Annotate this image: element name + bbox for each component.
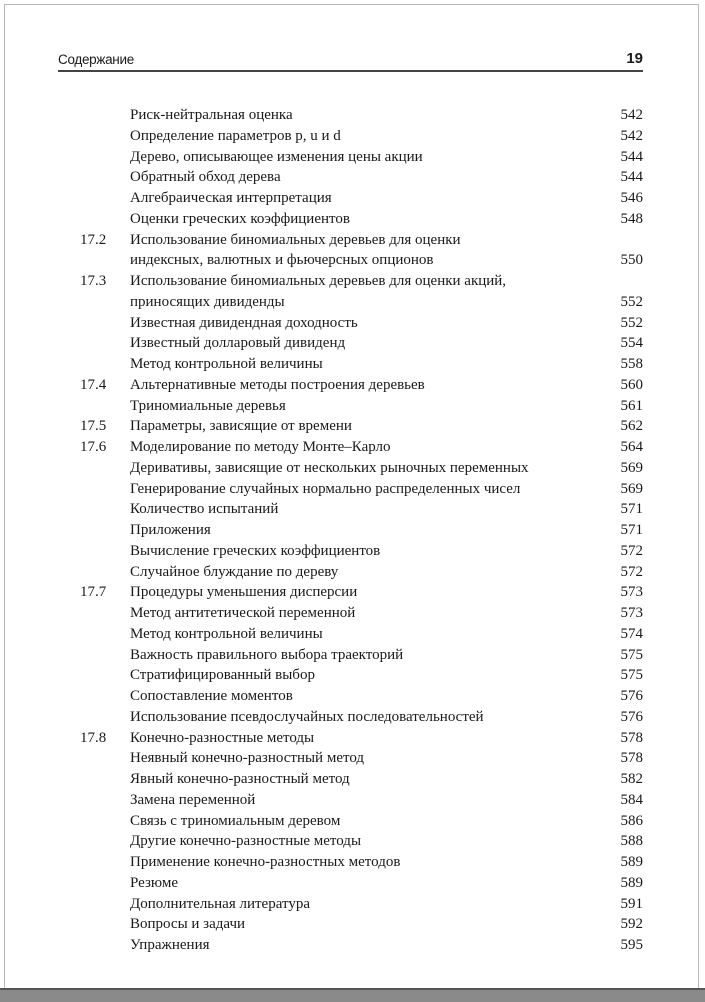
toc-entry[interactable] [0,105,705,126]
toc-entry[interactable] [0,914,705,935]
entry-page-number: 560 [620,376,643,393]
toc-entry[interactable] [0,126,705,147]
toc-entry-line [0,541,705,562]
entry-title: Известный долларовый дивиденд [130,335,346,352]
toc-entry-line [0,645,705,666]
toc-entry[interactable] [0,354,705,375]
toc-entry[interactable] [0,147,705,168]
entry-page-number: 542 [620,127,643,144]
toc-entry-line [0,105,705,126]
entry-title: Дерево, описывающее изменения цены акции [130,148,423,165]
toc-entry[interactable] [0,935,705,956]
section-number: 17.4 [80,376,107,393]
toc-entry-line [0,603,705,624]
entry-page-number: 561 [620,397,643,414]
toc-entry-line [0,292,705,313]
toc-entry[interactable] [0,437,705,458]
toc-entry[interactable] [0,167,705,188]
entry-page-number: 571 [620,501,643,518]
toc-entry[interactable] [0,790,705,811]
entry-page-number: 562 [620,418,643,435]
entry-title: Альтернативные методы построения деревьев [130,376,425,393]
entry-title: Риск-нейтральная оценка [130,107,293,123]
entry-page-number: 595 [620,937,643,953]
toc-entry[interactable] [0,479,705,500]
toc-entry[interactable] [0,811,705,832]
section-number: 17.5 [80,418,107,435]
entry-title: Применение конечно-разностных методов [130,854,401,870]
entry-page-number: 542 [620,107,643,123]
toc-entry-line [0,790,705,811]
toc-entry[interactable] [0,188,705,209]
entry-page-number: 554 [620,335,643,352]
toc-entry-line [0,271,705,292]
entry-page-number: 575 [620,667,643,684]
toc-entry[interactable] [0,313,705,334]
entry-page-number: 578 [620,729,643,746]
entry-title: Параметры, зависящие от времени [130,418,352,435]
entry-title: Процедуры уменьшения дисперсии [130,584,358,601]
toc-entry-line [0,582,705,603]
entry-title: Использование биномиальных деревьев для оценки акций, [130,273,507,289]
toc-entry[interactable] [0,748,705,769]
toc-entry-line [0,894,705,915]
toc-entry[interactable] [0,458,705,479]
entry-title: Упражнения [130,937,210,953]
toc-entry-line [0,354,705,375]
toc-entry-line [0,707,705,728]
toc-entry[interactable] [0,375,705,396]
entry-title: Случайное блуждание по дереву [130,563,339,580]
entry-title: Явный конечно-разностный метод [130,771,350,787]
toc-entry-line [0,748,705,769]
toc-entry-line [0,313,705,334]
toc-entry-line [0,852,705,873]
entry-page-number: 572 [620,563,643,580]
entry-page-number: 569 [620,459,643,476]
toc-entry-line [0,416,705,437]
toc-entry[interactable] [0,624,705,645]
entry-page-number: 552 [620,314,643,331]
entry-title: Оценки греческих коэффициентов [130,210,350,227]
toc-entry-line [0,935,705,956]
entry-page-number: 589 [620,874,643,891]
running-header-title: Содержание [58,52,134,67]
toc-entry-line [0,147,705,168]
entry-page-number: 578 [620,750,643,767]
table-of-contents [0,105,705,956]
entry-title: Вопросы и задачи [130,916,246,933]
entry-title: Алгебраическая интерпретация [130,190,332,206]
entry-page-number: 586 [620,812,643,829]
toc-entry[interactable] [0,396,705,417]
toc-entry[interactable] [0,499,705,520]
entry-title: Обратный обход дерева [130,169,281,186]
entry-title: Количество испытаний [130,501,279,518]
section-number: 17.6 [80,439,107,455]
entry-page-number: 548 [620,210,643,227]
entry-title: Стратифицированный выбор [130,667,315,684]
entry-page-number: 564 [620,439,643,455]
entry-title: Использование биномиальных деревьев для оценки [130,231,461,248]
toc-entry[interactable] [0,271,705,313]
toc-entry-line [0,811,705,832]
entry-title: Другие конечно-разностные методы [130,833,362,850]
toc-entry[interactable] [0,603,705,624]
entry-page-number: 582 [620,771,643,787]
entry-page-number: 574 [620,625,643,642]
entry-title: Замена переменной [130,791,256,808]
toc-entry[interactable] [0,686,705,707]
toc-entry-line [0,188,705,209]
toc-entry-line [0,375,705,396]
entry-title: Метод контрольной величины [130,625,323,642]
entry-title: Деривативы, зависящие от нескольких рыночных переменных [130,459,529,476]
entry-page-number: 584 [620,791,643,808]
entry-title: Использование псевдослучайных последовательностей [130,708,484,725]
entry-page-number: 589 [620,854,643,870]
entry-title: Вычисление греческих коэффициентов [130,542,381,559]
entry-title: Триномиальные деревья [130,397,286,414]
toc-entry[interactable] [0,333,705,354]
toc-entry[interactable] [0,852,705,873]
page-number: 19 [626,50,643,67]
entry-page-number: 544 [620,169,643,186]
running-header [58,50,643,72]
toc-entry[interactable] [0,520,705,541]
toc-entry-line [0,520,705,541]
entry-page-number: 546 [620,190,643,206]
toc-entry[interactable] [0,894,705,915]
entry-page-number: 569 [620,480,643,497]
entry-page-number: 558 [620,356,643,372]
toc-entry-line [0,396,705,417]
entry-page-number: 575 [620,646,643,663]
toc-entry[interactable] [0,831,705,852]
toc-entry[interactable] [0,707,705,728]
toc-entry[interactable] [0,728,705,749]
toc-entry-line [0,437,705,458]
toc-entry-line [0,873,705,894]
entry-page-number: 572 [620,542,643,559]
toc-entry-line [0,831,705,852]
entry-page-number: 588 [620,833,643,850]
entry-title: Известная дивидендная доходность [130,314,358,331]
toc-entry-line [0,665,705,686]
toc-entry-line [0,562,705,583]
entry-page-number: 573 [620,605,643,621]
entry-title: Конечно-разностные методы [130,729,315,746]
entry-page-number: 552 [620,293,643,310]
entry-title: Сопоставление моментов [130,688,293,704]
toc-entry-line [0,458,705,479]
toc-entry-line [0,230,705,251]
entry-title: Метод антитетической переменной [130,605,356,621]
toc-entry-line [0,209,705,230]
toc-entry[interactable] [0,416,705,437]
entry-page-number: 576 [620,708,643,725]
section-number: 17.2 [80,231,107,248]
entry-title: Резюме [130,874,179,891]
entry-title: Неявный конечно-разностный метод [130,750,365,767]
entry-title: Приложения [130,522,211,538]
entry-title: индексных, валютных и фьючерсных опционов [130,252,434,269]
toc-entry[interactable] [0,645,705,666]
toc-entry[interactable] [0,769,705,790]
entry-title: Определение параметров p, u и d [130,127,341,144]
toc-entry[interactable] [0,541,705,562]
entry-page-number: 576 [620,688,643,704]
toc-entry-line [0,914,705,935]
toc-entry[interactable] [0,230,705,272]
entry-title: приносящих дивиденды [130,293,285,310]
entry-title: Связь с триномиальным деревом [130,812,341,829]
toc-entry-line [0,686,705,707]
toc-entry[interactable] [0,665,705,686]
section-number: 17.8 [80,729,107,746]
entry-title: Генерирование случайных нормально распределенных чисел [130,480,521,497]
entry-title: Моделирование по методу Монте–Карло [130,439,391,455]
entry-title: Метод контрольной величины [130,356,323,372]
entry-title: Важность правильного выбора траекторий [130,646,404,663]
entry-page-number: 550 [620,252,643,269]
entry-page-number: 571 [620,522,643,538]
entry-page-number: 573 [620,584,643,601]
toc-entry-line [0,769,705,790]
toc-entry-line [0,499,705,520]
toc-entry-line [0,250,705,271]
toc-entry-line [0,333,705,354]
toc-entry-line [0,728,705,749]
toc-entry-line [0,126,705,147]
entry-title: Дополнительная литература [130,895,310,912]
toc-entry-line [0,479,705,500]
section-number: 17.7 [80,584,107,601]
toc-entry[interactable] [0,562,705,583]
toc-entry[interactable] [0,873,705,894]
section-number: 17.3 [80,273,107,289]
entry-page-number: 591 [620,895,643,912]
entry-page-number: 592 [620,916,643,933]
toc-entry-line [0,624,705,645]
toc-entry-line [0,167,705,188]
entry-page-number: 544 [620,148,643,165]
toc-entry[interactable] [0,582,705,603]
toc-entry[interactable] [0,209,705,230]
